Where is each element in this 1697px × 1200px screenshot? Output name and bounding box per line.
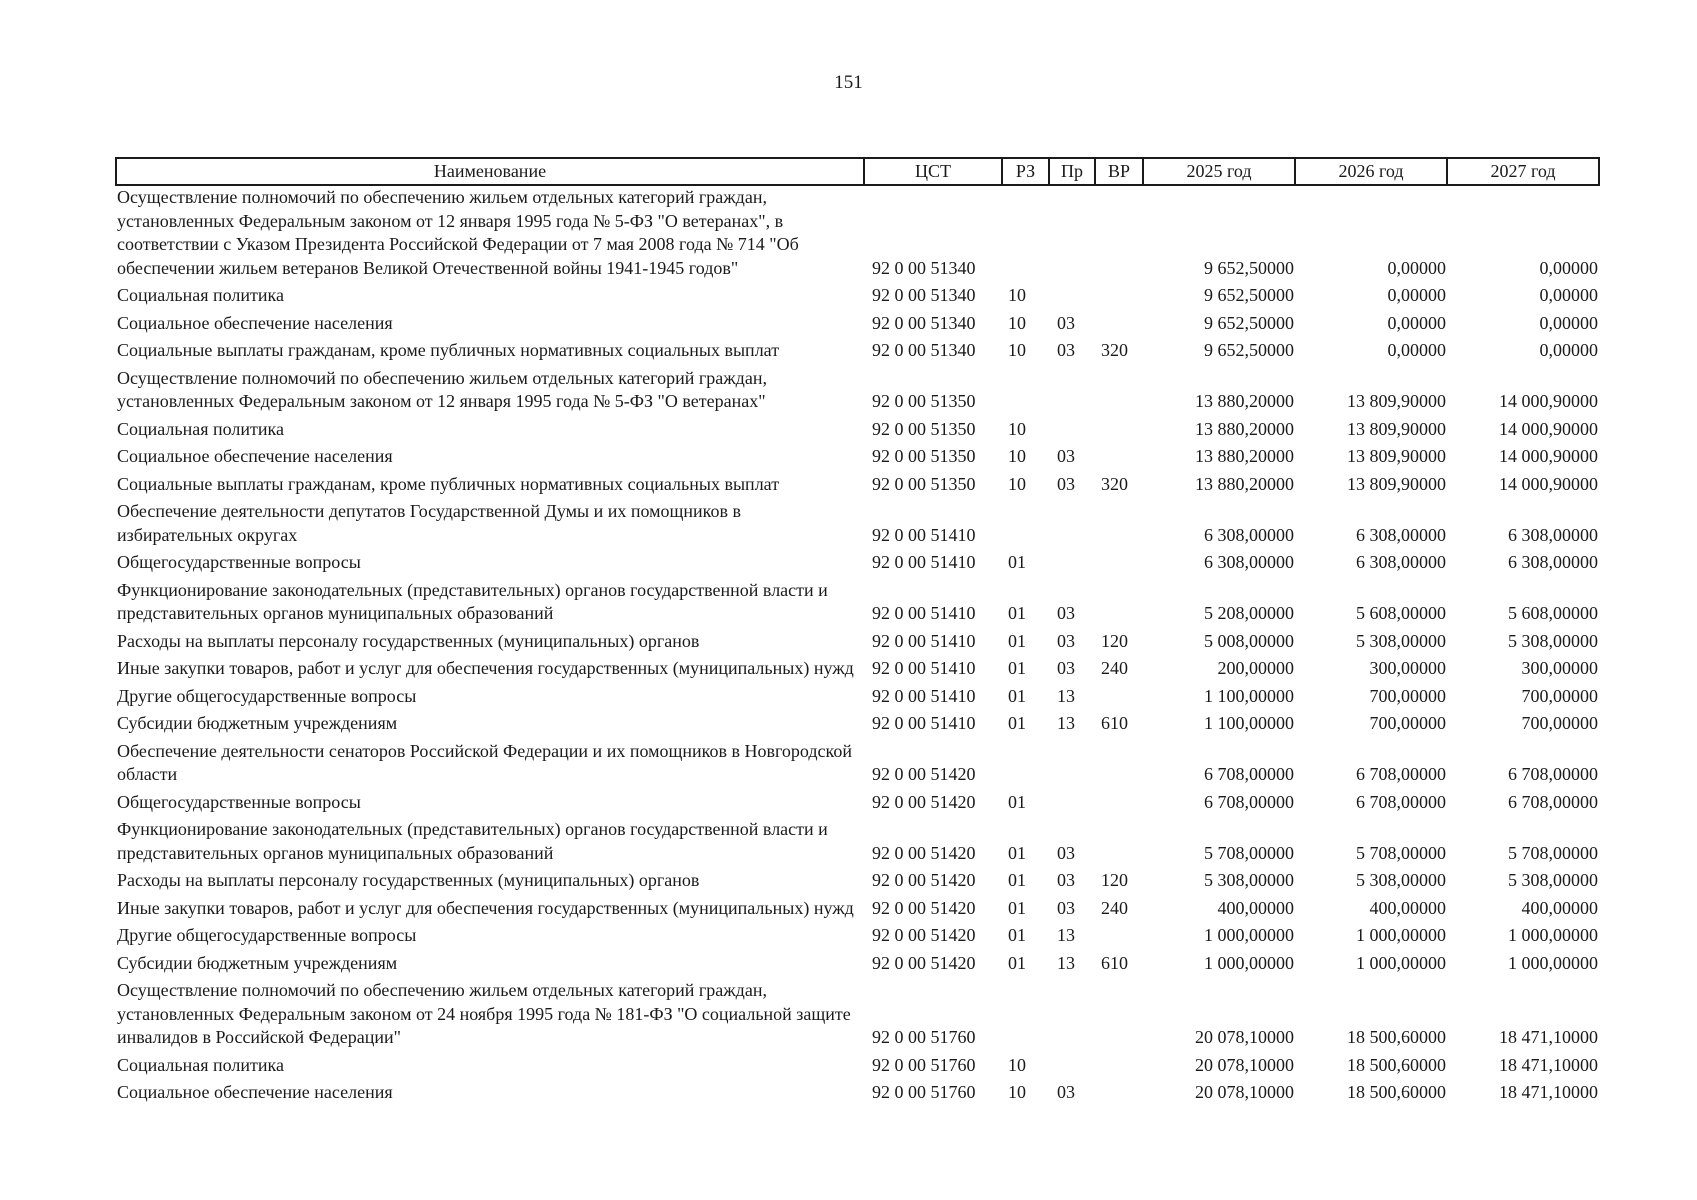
cell-2025: 6 708,00000: [1204, 791, 1294, 812]
cell-vr: [1095, 579, 1143, 630]
cell-cst: 92 0 00 51420: [872, 952, 976, 973]
cell-cst: 92 0 00 51760: [872, 1054, 976, 1075]
cell-cst: 92 0 00 51410: [872, 630, 976, 651]
cell-2027: 18 471,10000: [1499, 1027, 1598, 1047]
cell-2026: 0,00000: [1387, 340, 1446, 360]
cell-vr: 240: [1101, 897, 1128, 918]
cell-2025: 13 880,20000: [1195, 473, 1294, 494]
cell-name: Социальная политика: [117, 285, 284, 305]
cell-pr: [1049, 418, 1095, 446]
cell-cst: 92 0 00 51410: [872, 713, 976, 733]
cell-rz: 01: [1008, 925, 1026, 945]
cell-2027: 18 471,10000: [1499, 1054, 1598, 1075]
cell-vr: [1095, 418, 1143, 446]
cell-vr: [1095, 1054, 1143, 1082]
cell-rz: 01: [1008, 791, 1026, 812]
table-row: [116, 185, 1599, 284]
cell-vr: 120: [1101, 870, 1128, 890]
cell-2027: 0,00000: [1539, 257, 1598, 278]
cell-name: Обеспечение деятельности сенаторов Российской Федерации и их помощников в Новгородской области: [117, 740, 852, 784]
cell-2027: 6 708,00000: [1508, 791, 1598, 812]
table-row: [116, 740, 1599, 791]
cell-rz: 01: [1008, 952, 1026, 973]
cell-2026: 6 308,00000: [1356, 524, 1446, 545]
cell-rz: 01: [1008, 713, 1026, 733]
header-vr: ВР: [1095, 158, 1143, 185]
header-2026: 2026 год: [1295, 158, 1447, 185]
cell-pr: [1049, 551, 1095, 579]
cell-cst: 92 0 00 51410: [872, 603, 976, 623]
cell-2025: 20 078,10000: [1195, 1027, 1294, 1047]
cell-name: Общегосударственные вопросы: [117, 791, 361, 812]
cell-cst: 92 0 00 51420: [872, 791, 976, 812]
cell-2025: 5 708,00000: [1204, 842, 1294, 863]
cell-vr: [1095, 367, 1143, 418]
cell-cst: 92 0 00 51410: [872, 685, 976, 706]
cell-pr: 03: [1057, 603, 1075, 623]
cell-2025: 6 308,00000: [1204, 552, 1294, 572]
budget-table: [115, 157, 1600, 1109]
cell-name: Расходы на выплаты персоналу государственных (муниципальных) органов: [117, 870, 700, 890]
cell-2027: 18 471,10000: [1499, 1082, 1598, 1102]
cell-2026: 13 809,90000: [1347, 473, 1446, 494]
cell-pr: [1049, 740, 1095, 791]
cell-pr: 13: [1057, 713, 1075, 733]
cell-vr: [1095, 740, 1143, 791]
table-row: [116, 1054, 1599, 1082]
cell-2025: 1 000,00000: [1204, 925, 1294, 945]
table-row: [116, 339, 1599, 367]
cell-2026: 5 708,00000: [1356, 842, 1446, 863]
header-row: [116, 158, 1599, 185]
cell-vr: [1095, 284, 1143, 312]
cell-pr: 03: [1057, 473, 1075, 494]
cell-rz: [1002, 740, 1049, 791]
cell-vr: 320: [1101, 473, 1128, 494]
cell-2026: 6 708,00000: [1356, 764, 1446, 784]
table-row: [116, 312, 1599, 340]
cell-rz: 10: [1008, 418, 1026, 439]
cell-cst: 92 0 00 51340: [872, 285, 976, 305]
cell-rz: 01: [1008, 603, 1026, 623]
cell-2026: 1 000,00000: [1356, 952, 1446, 973]
cell-rz: [1002, 979, 1049, 1054]
cell-2026: 0,00000: [1387, 285, 1446, 305]
cell-name: Социальные выплаты гражданам, кроме публичных нормативных социальных выплат: [117, 340, 780, 360]
cell-2026: 5 308,00000: [1356, 870, 1446, 890]
cell-vr: [1095, 818, 1143, 869]
cell-2025: 5 008,00000: [1204, 630, 1294, 651]
table-row: [116, 924, 1599, 952]
cell-pr: [1049, 1054, 1095, 1082]
cell-2025: 200,00000: [1217, 658, 1294, 678]
header-2027: 2027 год: [1447, 158, 1599, 185]
table-row: [116, 551, 1599, 579]
table-row: [116, 818, 1599, 869]
cell-pr: [1049, 367, 1095, 418]
cell-rz: 10: [1008, 446, 1026, 466]
cell-2027: 14 000,90000: [1499, 473, 1598, 494]
cell-2027: 6 308,00000: [1508, 552, 1598, 572]
cell-name: Иные закупки товаров, работ и услуг для обеспечения государственных (муниципальных) нужд: [117, 897, 854, 918]
cell-2025: 20 078,10000: [1195, 1082, 1294, 1102]
cell-vr: 240: [1101, 658, 1128, 678]
cell-cst: 92 0 00 51340: [872, 257, 976, 278]
cell-pr: 03: [1057, 897, 1075, 918]
table-row: [116, 284, 1599, 312]
cell-rz: 01: [1008, 897, 1026, 918]
cell-2027: 14 000,90000: [1499, 446, 1598, 466]
cell-2025: 5 208,00000: [1204, 603, 1294, 623]
cell-pr: 03: [1057, 340, 1075, 360]
cell-vr: 120: [1101, 630, 1128, 651]
cell-cst: 92 0 00 51420: [872, 842, 976, 863]
header-name: Наименование: [116, 158, 864, 185]
cell-2026: 6 308,00000: [1356, 552, 1446, 572]
cell-pr: 13: [1057, 925, 1075, 945]
cell-pr: 03: [1057, 658, 1075, 678]
cell-2027: 1 000,00000: [1508, 925, 1598, 945]
cell-name: Общегосударственные вопросы: [117, 552, 361, 572]
cell-name: Субсидии бюджетным учреждениям: [117, 713, 398, 733]
cell-pr: 13: [1057, 685, 1075, 706]
cell-rz: 01: [1008, 658, 1026, 678]
cell-rz: 01: [1008, 685, 1026, 706]
cell-cst: 92 0 00 51350: [872, 473, 976, 494]
cell-rz: 01: [1008, 630, 1026, 651]
cell-2027: 5 708,00000: [1508, 842, 1598, 863]
cell-name: Социальное обеспечение населения: [117, 312, 393, 333]
cell-2025: 9 652,50000: [1204, 285, 1294, 305]
cell-vr: [1095, 924, 1143, 952]
cell-cst: 92 0 00 51350: [872, 391, 976, 411]
cell-2027: 400,00000: [1521, 897, 1598, 918]
cell-cst: 92 0 00 51420: [872, 897, 976, 918]
cell-vr: [1095, 979, 1143, 1054]
cell-name: Другие общегосударственные вопросы: [117, 685, 417, 706]
cell-pr: 03: [1057, 630, 1075, 651]
cell-cst: 92 0 00 51410: [872, 658, 976, 678]
cell-2026: 13 809,90000: [1347, 446, 1446, 466]
cell-vr: [1095, 445, 1143, 473]
cell-cst: 92 0 00 51420: [872, 764, 976, 784]
cell-rz: 01: [1008, 552, 1026, 572]
cell-2025: 13 880,20000: [1195, 446, 1294, 466]
cell-2027: 700,00000: [1521, 713, 1598, 733]
cell-cst: 92 0 00 51340: [872, 340, 976, 360]
cell-name: Субсидии бюджетным учреждениям: [117, 952, 398, 973]
cell-2026: 18 500,60000: [1347, 1054, 1446, 1075]
cell-2027: 6 308,00000: [1508, 524, 1598, 545]
cell-vr: [1095, 685, 1143, 713]
cell-vr: [1095, 500, 1143, 551]
cell-2025: 6 708,00000: [1204, 764, 1294, 784]
cell-rz: 10: [1008, 1082, 1026, 1102]
cell-name: Социальная политика: [117, 1054, 284, 1075]
cell-cst: 92 0 00 51420: [872, 925, 976, 945]
cell-cst: 92 0 00 51350: [872, 446, 976, 466]
cell-name: Функционирование законодательных (представительных) органов государственной власти и представительных органов муниципальных образований: [117, 819, 828, 863]
header-pr: Пр: [1049, 158, 1095, 185]
table-header: [116, 158, 1599, 185]
cell-2027: 700,00000: [1521, 685, 1598, 706]
table-row: [116, 579, 1599, 630]
cell-vr: 610: [1101, 713, 1128, 733]
table-row: [116, 979, 1599, 1054]
cell-pr: 03: [1057, 312, 1075, 333]
cell-2026: 0,00000: [1387, 312, 1446, 333]
cell-2026: 300,00000: [1369, 658, 1446, 678]
cell-2025: 1 100,00000: [1204, 685, 1294, 706]
cell-pr: 03: [1057, 870, 1075, 890]
cell-vr: 610: [1101, 952, 1128, 973]
cell-2026: 13 809,90000: [1347, 418, 1446, 439]
cell-rz: 01: [1008, 870, 1026, 890]
cell-pr: [1049, 284, 1095, 312]
cell-2027: 0,00000: [1539, 340, 1598, 360]
cell-2026: 400,00000: [1369, 897, 1446, 918]
cell-rz: 10: [1008, 285, 1026, 305]
table-row: [116, 500, 1599, 551]
table-row: [116, 952, 1599, 980]
cell-pr: 03: [1057, 1082, 1075, 1102]
table-row: [116, 630, 1599, 658]
cell-vr: [1095, 185, 1143, 284]
cell-pr: [1049, 791, 1095, 819]
cell-2027: 5 608,00000: [1508, 603, 1598, 623]
cell-2026: 13 809,90000: [1347, 391, 1446, 411]
cell-name: Осуществление полномочий по обеспечению жильем отдельных категорий граждан, установленных Федеральным законом от 12 января 1995 года № 5-ФЗ "О ветеранах": [117, 367, 767, 411]
cell-name: Осуществление полномочий по обеспечению жильем отдельных категорий граждан, установленных Федеральным законом от 24 ноября 1995 года № 181-ФЗ "О социальной защите инвалидов в Российской Федерации": [117, 980, 851, 1047]
cell-pr: [1049, 500, 1095, 551]
cell-cst: 92 0 00 51410: [872, 524, 976, 545]
table-row: [116, 897, 1599, 925]
cell-2026: 700,00000: [1369, 713, 1446, 733]
cell-2025: 5 308,00000: [1204, 870, 1294, 890]
cell-name: Функционирование законодательных (представительных) органов государственной власти и представительных органов муниципальных образований: [117, 579, 828, 623]
cell-2026: 6 708,00000: [1356, 791, 1446, 812]
cell-2025: 6 308,00000: [1204, 524, 1294, 545]
cell-rz: 10: [1008, 1054, 1026, 1075]
table-row: [116, 473, 1599, 501]
cell-cst: 92 0 00 51410: [872, 552, 976, 572]
table-row: [116, 685, 1599, 713]
cell-name: Расходы на выплаты персоналу государственных (муниципальных) органов: [117, 630, 700, 651]
cell-name: Обеспечение деятельности депутатов Государственной Думы и их помощников в избирательных округах: [117, 501, 741, 545]
cell-2025: 1 100,00000: [1204, 713, 1294, 733]
cell-pr: [1049, 185, 1095, 284]
cell-name: Осуществление полномочий по обеспечению жильем отдельных категорий граждан, установленных Федеральным законом от 12 января 1995 года № 5-ФЗ "О ветеранах", в соответствии с Указом Президента Российской Федерации от 7 мая 2008 года № 714 "Об обеспечении жильем ветеранов Великой Отечественной войны 1941-1945 годов": [117, 187, 799, 278]
cell-2026: 18 500,60000: [1347, 1027, 1446, 1047]
cell-name: Социальная политика: [117, 418, 284, 439]
cell-rz: 10: [1008, 473, 1026, 494]
cell-2026: 700,00000: [1369, 685, 1446, 706]
table-row: [116, 367, 1599, 418]
cell-2026: 18 500,60000: [1347, 1082, 1446, 1102]
table-row: [116, 418, 1599, 446]
cell-name: Социальные выплаты гражданам, кроме публичных нормативных социальных выплат: [117, 473, 780, 494]
table-row: [116, 869, 1599, 897]
cell-2025: 400,00000: [1217, 897, 1294, 918]
cell-2027: 300,00000: [1521, 658, 1598, 678]
cell-vr: [1095, 551, 1143, 579]
cell-2025: 13 880,20000: [1195, 418, 1294, 439]
cell-2025: 20 078,10000: [1195, 1054, 1294, 1075]
cell-pr: 03: [1057, 446, 1075, 466]
cell-name: Социальное обеспечение населения: [117, 1082, 393, 1102]
table-body: [116, 185, 1599, 1109]
table-row: [116, 712, 1599, 740]
table-row: [116, 791, 1599, 819]
cell-vr: [1095, 1081, 1143, 1109]
cell-2025: 9 652,50000: [1204, 257, 1294, 278]
cell-name: Социальное обеспечение населения: [117, 446, 393, 466]
cell-2026: 5 608,00000: [1356, 603, 1446, 623]
cell-2025: 9 652,50000: [1204, 312, 1294, 333]
cell-2027: 0,00000: [1539, 285, 1598, 305]
cell-rz: [1002, 185, 1049, 284]
cell-rz: [1002, 500, 1049, 551]
cell-2026: 1 000,00000: [1356, 925, 1446, 945]
table-row: [116, 657, 1599, 685]
cell-2027: 5 308,00000: [1508, 870, 1598, 890]
cell-2026: 5 308,00000: [1356, 630, 1446, 651]
cell-vr: [1095, 791, 1143, 819]
cell-2027: 1 000,00000: [1508, 952, 1598, 973]
cell-pr: 13: [1057, 952, 1075, 973]
cell-2025: 13 880,20000: [1195, 391, 1294, 411]
header-rz: РЗ: [1002, 158, 1049, 185]
cell-2027: 14 000,90000: [1499, 418, 1598, 439]
table-row: [116, 1081, 1599, 1109]
cell-2026: 0,00000: [1387, 257, 1446, 278]
cell-rz: [1002, 367, 1049, 418]
cell-cst: 92 0 00 51760: [872, 1082, 976, 1102]
cell-name: Иные закупки товаров, работ и услуг для обеспечения государственных (муниципальных) нужд: [117, 658, 854, 678]
cell-cst: 92 0 00 51420: [872, 870, 976, 890]
header-cst: ЦСТ: [864, 158, 1002, 185]
cell-cst: 92 0 00 51340: [872, 312, 976, 333]
cell-vr: 320: [1101, 340, 1128, 360]
cell-name: Другие общегосударственные вопросы: [117, 925, 417, 945]
cell-rz: 01: [1008, 842, 1026, 863]
cell-cst: 92 0 00 51350: [872, 418, 976, 439]
cell-vr: [1095, 312, 1143, 340]
cell-2025: 9 652,50000: [1204, 340, 1294, 360]
cell-pr: 03: [1057, 842, 1075, 863]
cell-2027: 6 708,00000: [1508, 764, 1598, 784]
cell-cst: 92 0 00 51760: [872, 1027, 976, 1047]
cell-2027: 14 000,90000: [1499, 391, 1598, 411]
cell-2025: 1 000,00000: [1204, 952, 1294, 973]
header-2025: 2025 год: [1143, 158, 1295, 185]
cell-2027: 0,00000: [1539, 312, 1598, 333]
page-number: 151: [834, 72, 863, 93]
cell-rz: 10: [1008, 340, 1026, 360]
cell-rz: 10: [1008, 312, 1026, 333]
table-row: [116, 445, 1599, 473]
cell-2027: 5 308,00000: [1508, 630, 1598, 651]
cell-pr: [1049, 979, 1095, 1054]
